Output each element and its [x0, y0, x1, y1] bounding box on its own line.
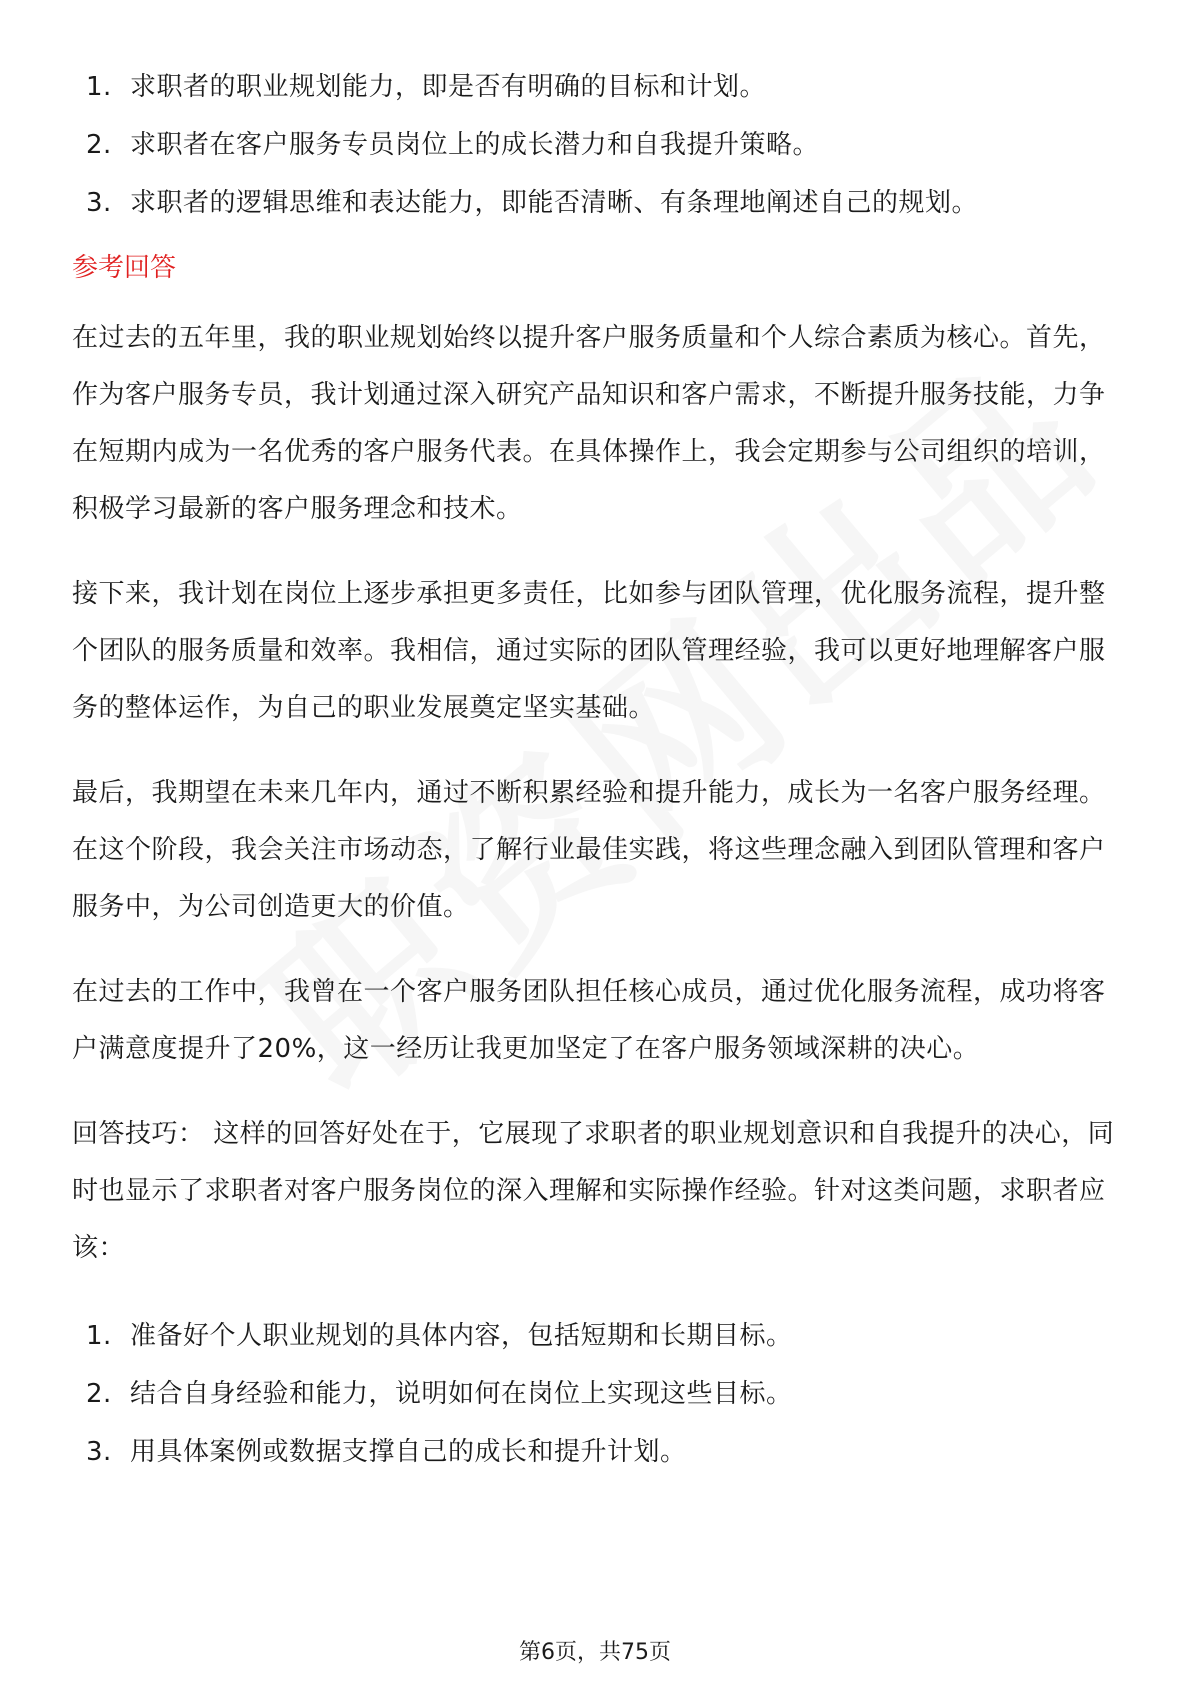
answer-tips: 回答技巧： 这样的回答好处在于，它展现了求职者的职业规划意识和自我提升的决心，同时也显示了求职者对客户服务岗位的深入理解和实际操作经验。针对这类问题，求职者应该：: [72, 1119, 1115, 1263]
list-item: [72, 1423, 1122, 1481]
list-number: 3.: [86, 1437, 112, 1467]
criteria-list: [72, 58, 1122, 232]
list-text: 结合自身经验和能力，说明如何在岗位上实现这些目标。: [130, 1379, 793, 1409]
list-text: 求职者的职业规划能力，即是否有明确的目标和计划。: [130, 72, 767, 102]
paragraph: 接下来，我计划在岗位上逐步承担更多责任，比如参与团队管理，优化服务流程，提升整个团队的服务质量和效率。我相信，通过实际的团队管理经验，我可以更好地理解客户服务的整体运作，为自己的职业发展奠定坚实基础。: [72, 579, 1106, 723]
paragraph: 在过去的工作中，我曾在一个客户服务团队担任核心成员，通过优化服务流程，成功将客户满意度提升了20%，这一经历让我更加坚定了在客户服务领域深耕的决心。: [72, 977, 1106, 1064]
list-text: 求职者在客户服务专员岗位上的成长潜力和自我提升策略。: [130, 130, 820, 160]
list-item: [72, 1365, 1122, 1423]
list-text: 准备好个人职业规划的具体内容，包括短期和长期目标。: [130, 1321, 793, 1351]
list-text: 求职者的逻辑思维和表达能力，即能否清晰、有条理地阐述自己的规划。: [130, 188, 979, 218]
page-footer: 第6页，共75页: [519, 1640, 671, 1665]
list-number: 1.: [86, 72, 112, 102]
list-number: 2.: [86, 1379, 112, 1409]
list-item: [72, 1307, 1122, 1365]
list-item: [72, 58, 1122, 116]
list-item: [72, 174, 1122, 232]
tips-list: [72, 1307, 1122, 1481]
document-body: [72, 58, 1122, 1481]
paragraph: 最后，我期望在未来几年内，通过不断积累经验和提升能力，成长为一名客户服务经理。在这个阶段，我会关注市场动态，了解行业最佳实践，将这些理念融入到团队管理和客户服务中，为公司创造更大的价值。: [72, 778, 1106, 922]
section-title: 参考回答: [72, 253, 177, 283]
list-item: [72, 116, 1122, 174]
list-number: 2.: [86, 130, 112, 160]
paragraph: 在过去的五年里，我的职业规划始终以提升客户服务质量和个人综合素质为核心。首先，作为客户服务专员，我计划通过深入研究产品知识和客户需求，不断提升服务技能，力争在短期内成为一名优秀的客户服务代表。在具体操作上，我会定期参与公司组织的培训，积极学习最新的客户服务理念和技术。: [72, 323, 1106, 524]
list-text: 用具体案例或数据支撑自己的成长和提升计划。: [130, 1437, 687, 1467]
list-number: 1.: [86, 1321, 112, 1351]
list-number: 3.: [86, 188, 112, 218]
